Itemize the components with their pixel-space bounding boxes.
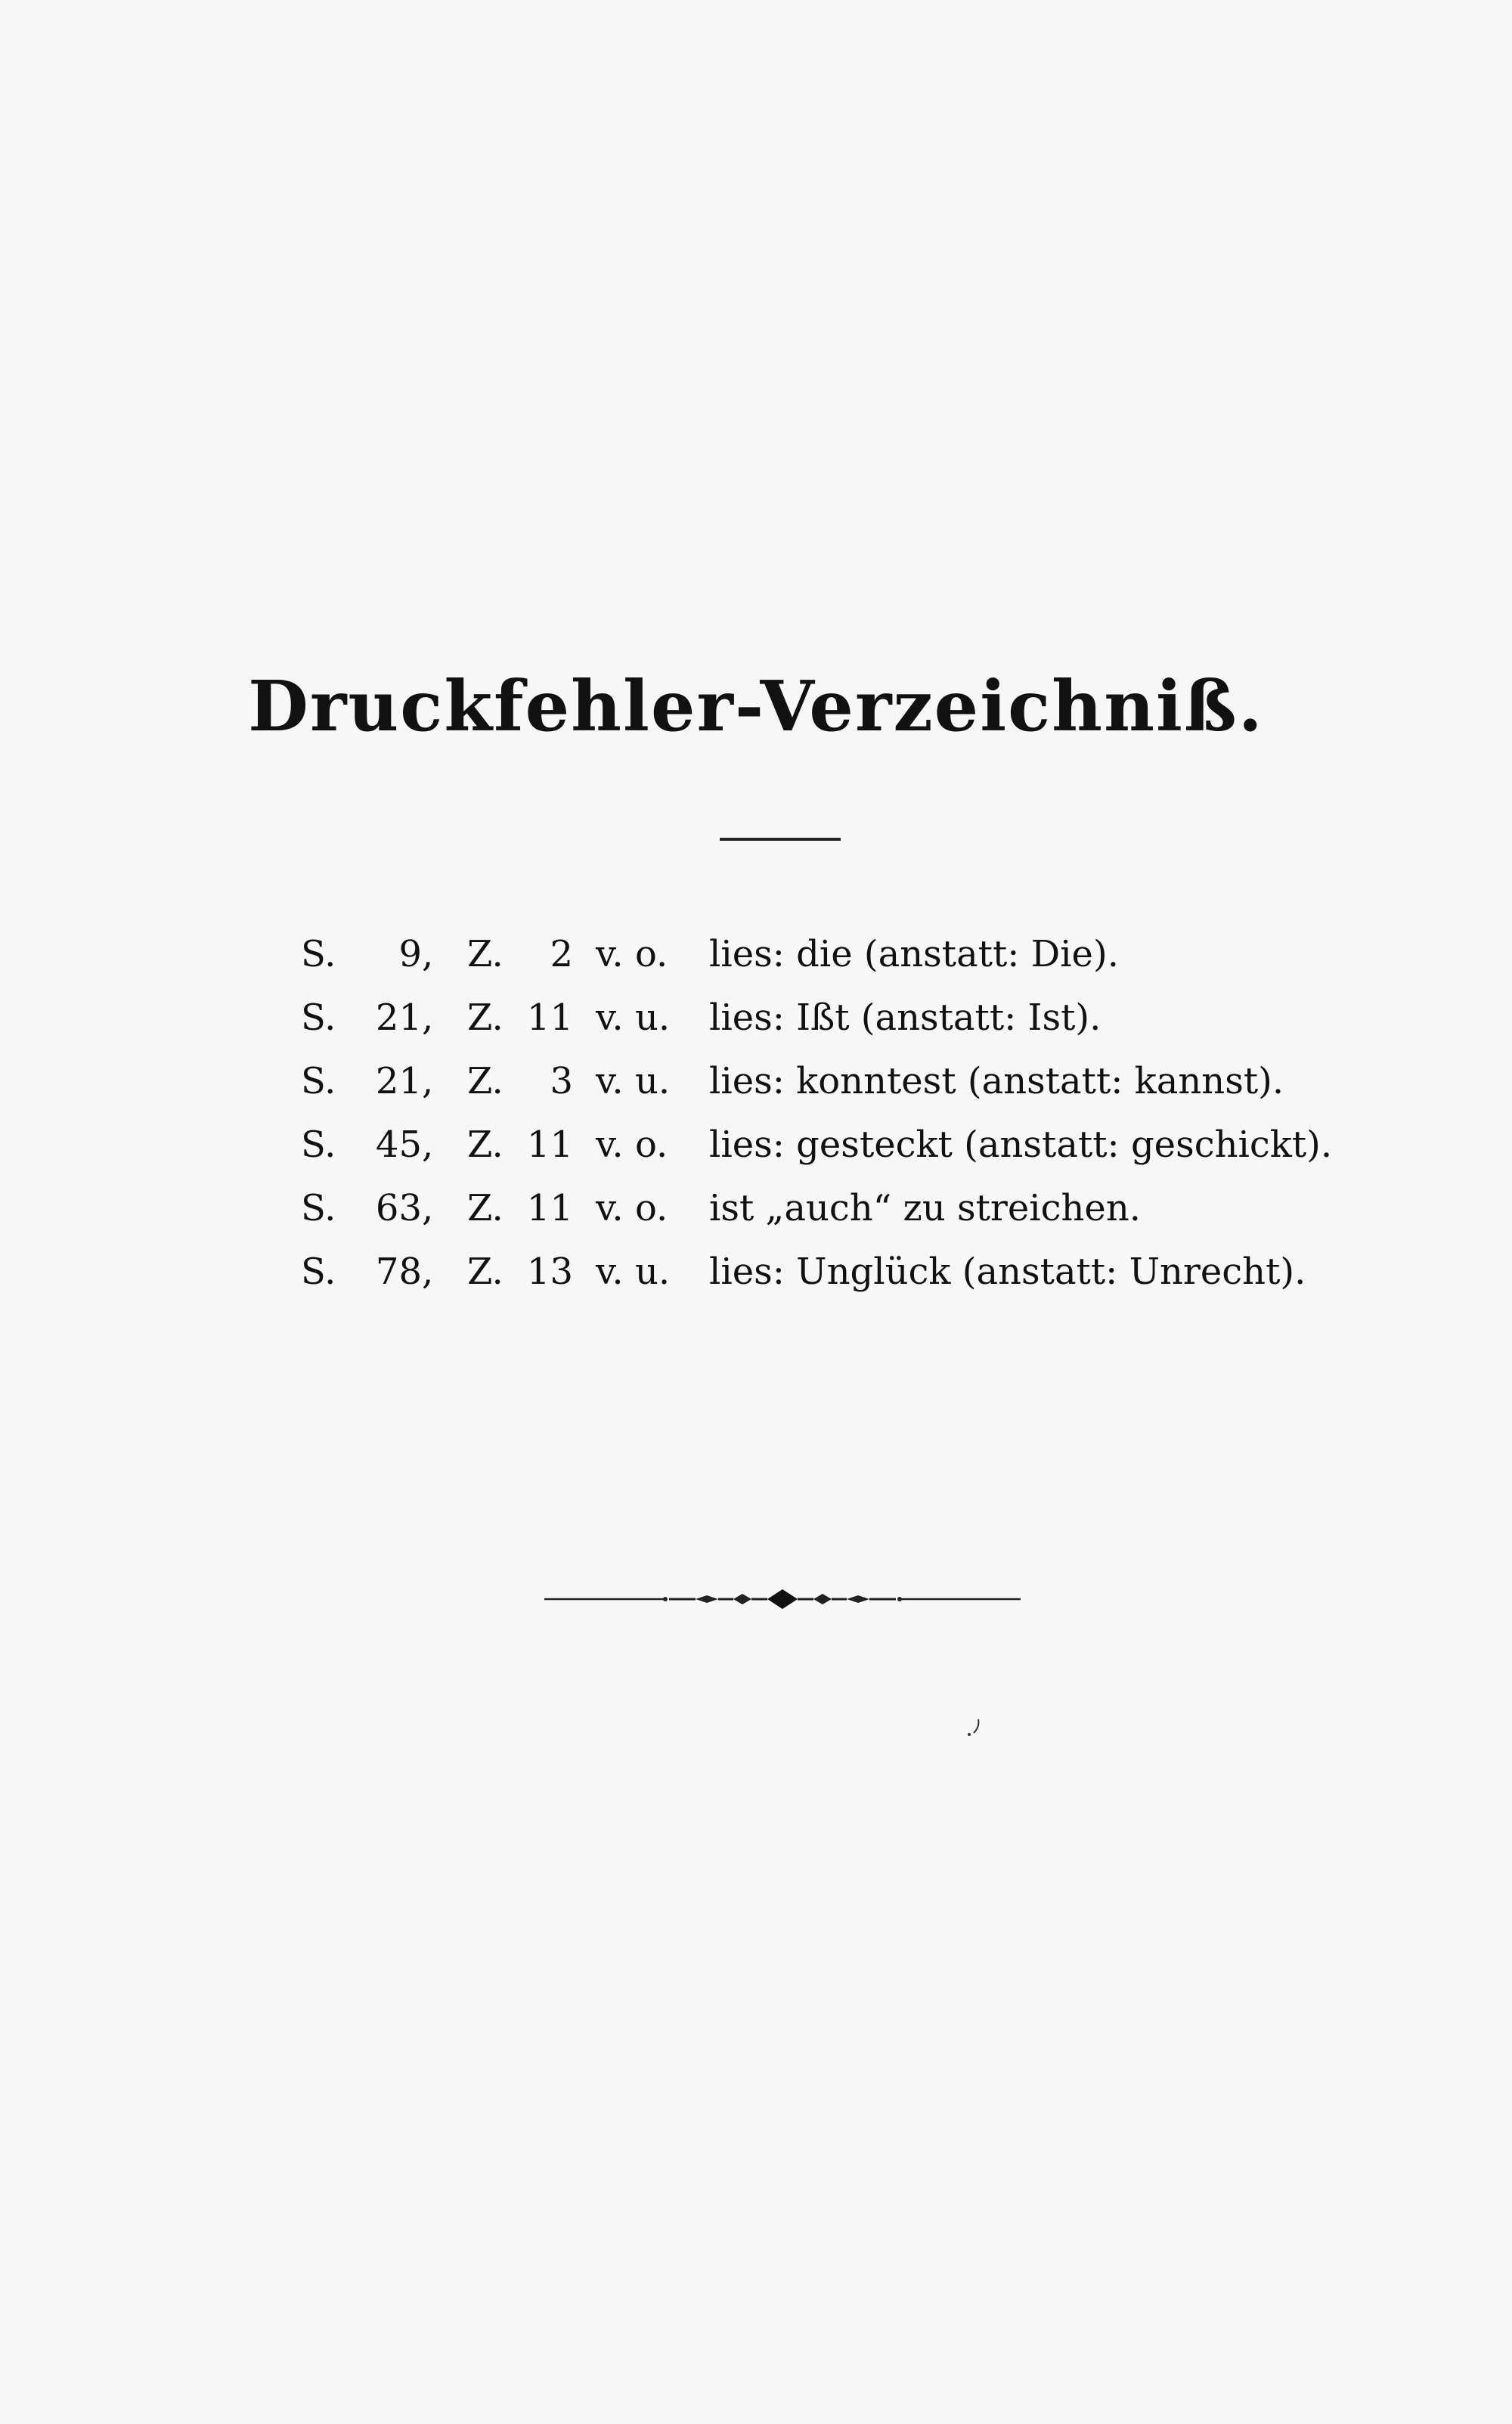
line-direction: v. u. (596, 1251, 671, 1293)
line-abbrev: Z. (467, 997, 503, 1039)
page-number: 63 (375, 1187, 422, 1229)
line-number: 3 (550, 1060, 573, 1102)
line-direction: v. u. (596, 1060, 671, 1102)
separator: , (422, 997, 434, 1039)
errata-row (301, 1113, 1332, 1176)
line-direction: v. o. (596, 933, 668, 975)
line-abbrev: Z. (467, 1251, 503, 1293)
correction-text: lies: gesteckt (anstatt: geschickt). (709, 1124, 1333, 1166)
page-abbrev: S. (301, 1060, 336, 1102)
line-number: 13 (526, 1251, 573, 1293)
errata-row (301, 986, 1332, 1049)
separator: , (422, 1060, 434, 1102)
errata-row (301, 1049, 1332, 1113)
errata-row (301, 1176, 1332, 1240)
line-abbrev: Z. (467, 933, 503, 975)
correction-text: lies: Unglück (anstatt: Unrecht). (709, 1251, 1306, 1293)
line-direction: v. u. (596, 997, 671, 1039)
separator: , (422, 1124, 434, 1166)
correction-text: lies: die (anstatt: Die). (709, 933, 1119, 975)
separator: , (422, 1187, 434, 1229)
correction-text: ist „auch“ zu streichen. (709, 1187, 1141, 1229)
errata-row (301, 922, 1332, 986)
page-abbrev: S. (301, 1124, 336, 1166)
errata-list (301, 922, 1332, 1303)
page-number: 21 (375, 1060, 422, 1102)
ornamental-divider (544, 1580, 1021, 1618)
separator: , (422, 1251, 434, 1293)
line-abbrev: Z. (467, 1187, 503, 1229)
line-direction: v. o. (596, 1124, 668, 1166)
separator: , (422, 933, 434, 975)
line-direction: v. o. (596, 1187, 668, 1229)
page-number: 21 (375, 997, 422, 1039)
page-abbrev: S. (301, 1251, 336, 1293)
errata-row (301, 1240, 1332, 1303)
page-title: Druckfehler-Verzeichniß. (248, 665, 1264, 747)
line-number: 11 (526, 1187, 573, 1229)
correction-text: lies: konntest (anstatt: kannst). (709, 1060, 1284, 1102)
page-number: 78 (375, 1251, 422, 1293)
page-number: 45 (375, 1124, 422, 1166)
line-abbrev: Z. (467, 1060, 503, 1102)
page-abbrev: S. (301, 933, 336, 975)
title-divider (720, 838, 841, 841)
line-number: 11 (526, 997, 573, 1039)
line-number: 2 (550, 933, 573, 975)
ink-speck (966, 1718, 984, 1737)
line-number: 11 (526, 1124, 573, 1166)
page-abbrev: S. (301, 997, 336, 1039)
page-abbrev: S. (301, 1187, 336, 1229)
correction-text: lies: Ißt (anstatt: Ist). (709, 997, 1101, 1039)
line-abbrev: Z. (467, 1124, 503, 1166)
page-number: 9 (398, 933, 422, 975)
